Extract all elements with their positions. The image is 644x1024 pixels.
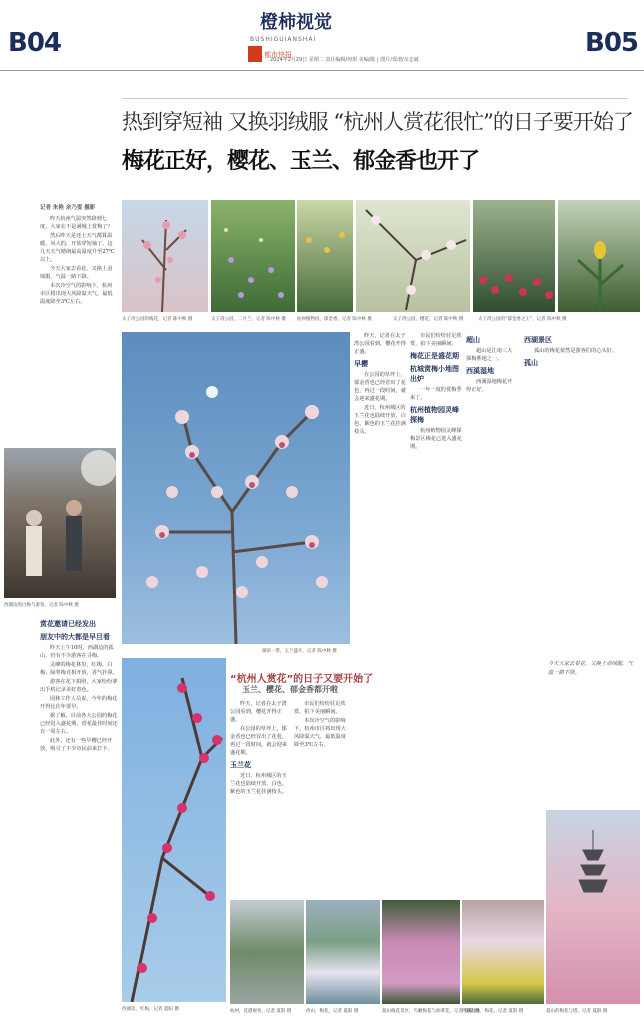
photo-flowers-2 — [211, 200, 295, 312]
photo-tourists-plum — [4, 448, 116, 598]
pagoda-illustration — [546, 810, 640, 1004]
right-column — [524, 332, 628, 648]
inset-subtitle: 玉兰、樱花、郁金香都开啦 — [242, 685, 338, 694]
paper-name: 都市快报 — [264, 51, 292, 59]
photo-plum-1 — [122, 200, 208, 312]
photo-caption: 太子湾公园的“郁金香之王”，记者 陈中秋 摄 — [478, 317, 567, 322]
right-page-number: B05 — [585, 28, 638, 58]
subhead: 朋友中的大都是早旦看 — [40, 633, 110, 641]
body-paragraph: 杭州植物园灵峰探梅景区梅花已进入盛花期。 — [410, 428, 462, 450]
lead-paragraph: 昨天杭州气温突然降到七度，大家在不是满城上赏梅了？ — [40, 216, 113, 230]
photo-bottom-2 — [306, 900, 380, 1004]
lead-paragraph: 今天大家去看花，又换上羽绒服，气温一路下降。 — [40, 266, 113, 280]
photo-bottom-3 — [382, 900, 460, 1004]
dateline: 2024年2月29日 星期二 责任编辑/何琪 美编/陈 | 图片/郑谱/余志斌 — [270, 57, 419, 63]
body-paragraph: 孤山的梅花依然是游客们的心头好。 — [534, 348, 618, 354]
byline: 记者 朱艳 余乃雯 摄影 — [40, 205, 96, 211]
subhead: 早樱 — [354, 360, 368, 368]
photo-bottom-4 — [462, 900, 544, 1004]
subhead: 超山 — [466, 336, 480, 344]
body-paragraph: 近日，杭州城区的玉兰花也陆续开放，白色、紫色的玉兰花挂满枝头。 — [230, 773, 288, 795]
middle-column-1 — [354, 332, 406, 648]
photo-caption: 西山，梅花，记者 夏阳 摄 — [306, 1009, 359, 1014]
lead-column — [40, 200, 116, 440]
inset-title: “杭州人赏花”的日子又要开始了 — [230, 674, 374, 685]
photo-caption: 太子湾公园，樱花，记者 陈中秋 摄 — [393, 317, 464, 322]
body-paragraph: 一年一度的赏梅季来了。 — [410, 387, 462, 401]
section-title: 橙柿视觉 — [260, 12, 332, 33]
inset-column-2 — [294, 700, 350, 850]
headline-rule — [122, 98, 628, 99]
body-paragraph: 在公园的草坪上，郁金香也已经冒出了花苞，再过一段时间，就会迎来盛花期。 — [230, 726, 288, 756]
body-paragraph: 游客在花下拍照，大家纷纷拿出手机记录美好春色。 — [40, 679, 118, 693]
headline-main: 梅花正好，樱花、玉兰、郁金香也开了 — [122, 149, 480, 174]
photo-caption: 杭州，花港观鱼，记者 夏阳 摄 — [230, 1009, 292, 1014]
photo-caption: 西溪湿地，梅花，记者 夏阳 摄 — [462, 1009, 524, 1014]
side-note — [548, 660, 638, 800]
photo-caption: 超山的梅花与塔，记者 夏阳 摄 — [546, 1009, 608, 1014]
paper-logo-icon — [248, 46, 262, 62]
middle-column-3 — [466, 332, 516, 648]
red-plum-illustration — [122, 658, 226, 1002]
body-paragraph: 此外，还有一些早樱已经开放，吸引了不少市民前来打卡。 — [40, 738, 113, 752]
lead-paragraph: 本次冷空气的影响下，杭州市区将出现大风降温天气，最低温度降至3℃左右。 — [40, 283, 113, 305]
photo-caption: 太子湾公园，二月兰，记者 陈中秋 摄 — [211, 317, 286, 322]
body-paragraph: 在公园的草坪上，郁金香也已经冒出了花苞，再过一段时间，就会迎来盛花期。 — [354, 372, 406, 402]
body-paragraph: 近日，杭州城区的玉兰花也陆续开放，白色、紫色的玉兰花挂满枝头。 — [354, 405, 406, 435]
body-paragraph: 本次冷空气的影响下，杭州市区将出现大风降温天气，最低温度降至3℃左右。 — [294, 718, 346, 748]
lead-paragraph: 然后昨天是还上天气都算温暖，风大的，开始穿短袖了。这几天天气晴朗最高温度升至27℃以上。 — [40, 233, 115, 263]
photo-tulip-king-6 — [558, 200, 640, 312]
body-paragraph: 市民们纷纷驻足欣赏，拍下美丽瞬间。 — [294, 701, 346, 715]
body-paragraph: 超山是江南三大探梅胜地之一。 — [466, 348, 513, 362]
photo-caption: 杭州植物园，郁金香，记者 陈中秋 摄 — [297, 317, 372, 322]
section-pinyin: BUSHIGUIANSHAI — [250, 36, 317, 43]
photo-red-plum-vertical — [122, 658, 226, 1002]
tourists-illustration — [4, 448, 116, 598]
photo-magnolia-tree — [122, 332, 350, 644]
subhead: 杭州植物园灵峰探梅 — [410, 406, 459, 424]
photo-caption: 超山梅花景区，鸟瞰梅花与油菜花，记者 夏阳 摄 — [382, 1009, 480, 1014]
photo-caption: 西湖边的白梅与游客，记者 陈中秋 摄 — [4, 603, 79, 608]
left-story-column — [40, 616, 120, 1016]
body-paragraph: 昨天上午10时，西湖边的孤山，仍有不少游客在寻梅。 — [40, 645, 114, 659]
body-paragraph: 市民们纷纷驻足欣赏，拍下美丽瞬间。 — [410, 333, 462, 347]
photo-sakura-4 — [356, 200, 470, 312]
body-paragraph: 昨天，记者在太子湾公园看到，樱花开得正盛。 — [230, 701, 287, 723]
subhead: 西湖景区 — [524, 336, 552, 344]
subhead: 玉兰花 — [230, 761, 251, 769]
subhead: 西溪湿地 — [466, 367, 494, 375]
photo-caption: 太子湾公园的梅花，记者 陈中秋 摄 — [122, 317, 193, 322]
headline-kicker: 热到穿短袖 又换羽绒服 “杭州人赏花很忙”的日子要开始了 — [122, 110, 633, 134]
body-paragraph: 据了解，目前各大公园的梅花已经进入盛花期，赏花最佳时间还有一周左右。 — [40, 713, 118, 735]
photo-bottom-5 — [546, 810, 640, 1004]
body-paragraph: 昨天，记者在太子湾公园看到，樱花开得正盛。 — [354, 333, 406, 355]
magnolia-illustration — [122, 332, 350, 644]
inset-column-1 — [230, 700, 290, 850]
photo-tulips-3 — [297, 200, 353, 312]
subhead: 孤山 — [524, 359, 538, 367]
body-paragraph: 西溪湿地梅花开得正好。 — [466, 379, 513, 393]
photo-caption: 湖滨一带，玉兰盛开，记者 陈中秋 摄 — [262, 649, 337, 654]
middle-column-2 — [410, 332, 462, 648]
subhead: 梅花正是盛花期 — [410, 352, 459, 360]
subhead: 杭城赏梅小地图出炉 — [410, 365, 459, 383]
body-paragraph: 园林工作人员说，今年的梅花开得比往年要早。 — [40, 696, 118, 710]
photo-tulip-field-5 — [473, 200, 555, 312]
top-rule — [0, 70, 644, 71]
side-note-text: 今天大家去看花，又换上羽绒服，气温一路下降。 — [548, 661, 633, 676]
photo-bottom-1 — [230, 900, 304, 1004]
subhead: 赏花邀请已经发出 — [40, 620, 96, 628]
photo-caption: 西湖边，红梅，记者 夏阳 摄 — [122, 1007, 179, 1012]
left-page-number: B04 — [8, 28, 61, 58]
body-paragraph: 灵峰的梅花林里，红梅、白梅、绿萼梅竞相开放，香气扑鼻。 — [40, 662, 118, 676]
